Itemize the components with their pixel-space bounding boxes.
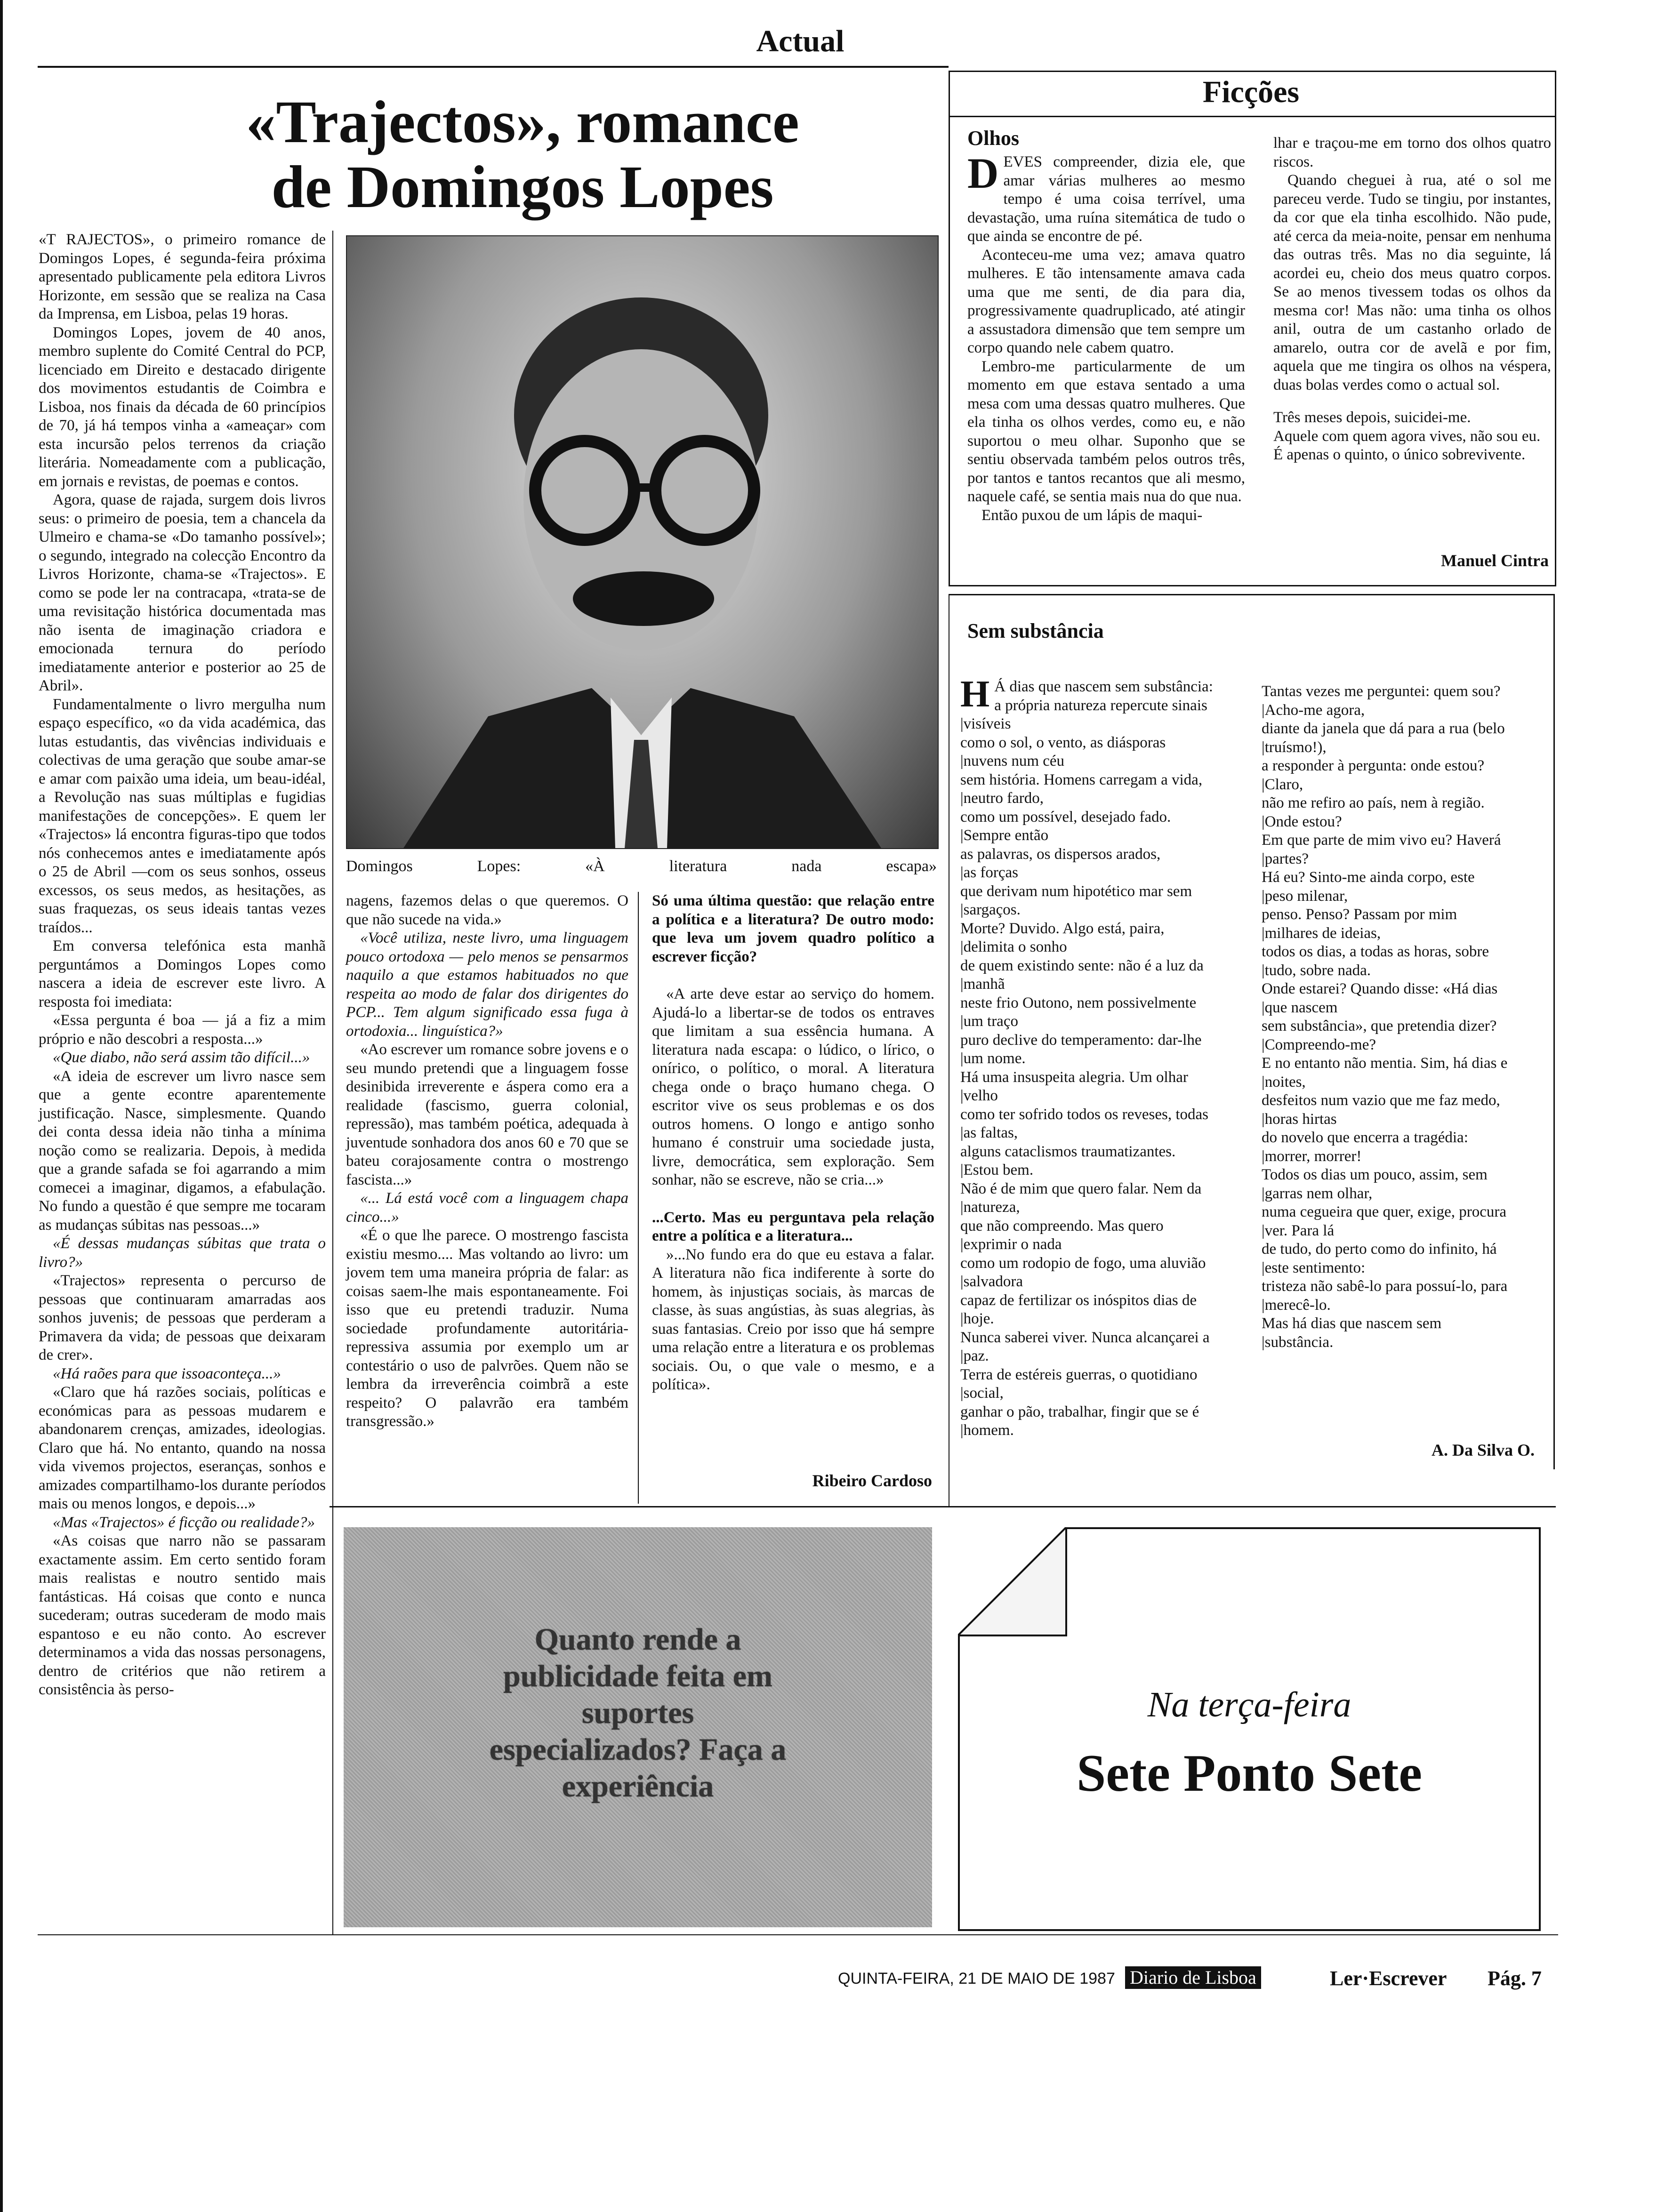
headline-line1: «Trajectos», romance bbox=[246, 88, 799, 155]
article-paragraph: «Claro que há razões sociais, políticas e económicas para as pessoas mudarem e abandonarem crenças, amizades, ideologias. Claro que há. No entanto, quando na nossa vida vivemos projectos, eseranças, sonhos e amizades compartilhamo-los durante períodos mais ou menos longos, e depois...» bbox=[39, 1384, 326, 1512]
column-divider bbox=[332, 231, 333, 1934]
footer-rule bbox=[38, 1934, 1558, 1935]
poem-text: Tantas vezes me perguntei: quem sou? |Acho-me agora, diante da janela que dá para a rua (belo |truísmo!), a responder à pergunta: onde estou? |Claro, não me refiro ao país, nem à região. |Onde estou? Em que parte de mim vivo eu? Haverá |partes? Há eu? Sinto-me ainda corpo, este |peso milenar, penso. Penso? Passam por mim |milhares de ideias, todos os dias, a todas as horas, sobre |tudo, sobre nada. Onde estarei? Quando disse: «Há dias |que nascem sem substância», que pretendia dizer? |Compreendo-me? E no entanto não mentia. Sim, há dias e |noites, desfeitos num vazio que me faz medo, |horas hirtas do novelo que encerra a tragédia: |morrer, morrer! Todos os dias um pouco, assim, sem |garras nem olhar, numa cegueira que quer, exige, procura |ver. Para lá de tudo, do perto como do infinito, há |este sentimento: tristeza não sabê-lo para possuí-lo, para |merecê-lo. Mas há dias que nascem sem |substância. bbox=[1262, 683, 1508, 1351]
footer-page-number: Pág. 7 bbox=[1488, 1967, 1542, 1990]
poem-right-rule bbox=[1553, 594, 1555, 1469]
ad-line-1: Na terça-feira bbox=[1147, 1685, 1351, 1724]
poem-column-1 bbox=[960, 673, 1262, 1440]
masthead-logo: Diario de Lisboa bbox=[1125, 1966, 1261, 1989]
story-paragraph: Aquele com quem agora vives, não sou eu. bbox=[1273, 427, 1541, 445]
author-photo bbox=[346, 235, 939, 849]
advertisement-right bbox=[958, 1527, 1541, 1931]
poem-text: Á dias que nascem sem substância: a própria natureza repercute sinais |visíveis como o sol, o vento, as diásporas |nuvens num céu sem história. Homens carregam a vida, |neutro fardo, como um possível, desejado fado. |Sempre então as palavras, os dispersos arados, |as forças que derivam num hipotético mar sem |sargaços. Morte? Duvido. Algo está, paira, |delimita o sonho de quem existindo sente: não é a luz da |manhã neste frio Outono, nem possivelmente |um traço puro declive do temperamento: dar-lhe |um nome. Há uma insuspeita alegria. Um olhar |velho como ter sofrido todos os reveses, todas |as faltas, alguns cataclismos traumatizantes. |Estou bem. Não é de mim que quero falar. Nem da |natureza, que não compreendo. Mas quero |exprimir o nada como um rodopio de fogo, uma aluvião |salvadora capaz de fertilizar os inóspitos dias de |hoje. Nunca saberei viver. Nunca alcançarei a |paz. Terra de estéreis guerras, o quotidiano |social, ganhar o pão, trabalhar, fingir que se é |homem. bbox=[960, 678, 1213, 1439]
column-divider bbox=[638, 892, 639, 1504]
ad-line-2: Sete Ponto Sete bbox=[1076, 1744, 1422, 1803]
poem-top-rule bbox=[949, 594, 1555, 595]
dropcap: D bbox=[967, 149, 999, 197]
story-paragraph: lhar e traçou-me em torno dos olhos quatro riscos. bbox=[1273, 135, 1551, 170]
article-paragraph: Em conversa telefónica esta manhã perguntámos a Domingos Lopes como nascera a ideia de escrever este livro. A resposta foi imediata: bbox=[39, 938, 326, 1010]
article-paragraph: «As coisas que narro não se passaram exactamente assim. Em certo sentido foram mais realistas e noutro sentido mais fantásticas. Há coisas que conto e nunca sucederam; outras sucederam de modo mais espantoso e eu não conto. Ao escrever determinamos a vida das nossas personagens, dentro de critérios que não retirem a consistência às perso- bbox=[39, 1532, 326, 1698]
ficcoes-column-2 bbox=[1273, 134, 1551, 465]
footer-supplement: Ler·Escrever bbox=[1330, 1967, 1447, 1990]
article-paragraph: nagens, fazemos delas o que queremos. O que não sucede na vida.» bbox=[346, 892, 628, 928]
interview-question: ...Certo. Mas eu perguntava pela relação entre a política e a literatura... bbox=[652, 1209, 934, 1244]
dropcap: H bbox=[960, 673, 990, 715]
interview-question: «Há raões para que issoaconteça...» bbox=[53, 1365, 281, 1382]
article-paragraph: «Essa pergunta é boa — já a fiz a mim próprio e não descobri a resposta...» bbox=[39, 1012, 326, 1048]
article-lead: «T RAJECTOS», o primeiro romance de Domingos Lopes, é segunda-feira próxima apresentado publicamente pela editora Livros Horizonte, em sessão que se realiza na Casa da Imprensa, em Lisboa, pelas 19 horas. bbox=[39, 231, 326, 322]
article-paragraph: «Ao escrever um romance sobre jovens e o seu mundo pretendi que a linguagem fosse desinibida irreverente e áspera como era a realidade (fascismo, guerra colonial, repressão), mas também poética, adequada à juventude sonhadora dos anos 60 e 70 que se bateu corajosamente contra o mostrengo fascista...» bbox=[346, 1041, 628, 1188]
story-paragraph: Quando cheguei à rua, até o sol me pareceu verde. Tudo se tingiu, por instantes, da cor que ela tinha escolhido. Não pude, até cerca da meia-noite, pensar em nenhuma das outras três. Mas no dia seguinte, lá acordei eu, cheio dos meus quatro corpos. Se ao menos tivessem todas os olhos da mesma cor! Mas não: uma tinha os olhos anil, outra de um castanho orlado de amarelo, outra cor de avelã e por fim, aquela que me tingira os olhos na véspera, duas bolas verdes como o actual sol. bbox=[1273, 172, 1551, 393]
article-paragraph: »...No fundo era do que eu estava a falar. A literatura não fica indiferente à sorte do homem, às injustiças sociais, às marcas de classe, às suas angústias, às suas alegrias, às suas fantasias. Creio por isso que há sempre uma relação entre a literatura e os problemas sociais. Ou, o que vale o mesmo, e a política». bbox=[652, 1246, 934, 1393]
story-paragraph: Lembro-me particularmente de um momento em que estava sentado a uma mesa com uma dessas quatro mulheres. Que ela tinha os olhos verdes, como eu, e não suportou o meu olhar. Suponho que se sentiu observada também pelos outros três, por tantos e tantos recantos que ali mesmo, naquele café, se sentia mais nua do que nua. bbox=[967, 358, 1245, 505]
interview-question: «É dessas mudanças súbitas que trata o livro?» bbox=[39, 1235, 326, 1271]
interview-question: «Mas «Trajectos» é ficção ou realidade?» bbox=[53, 1514, 315, 1531]
article-signature: Ribeiro Cardoso bbox=[812, 1471, 932, 1490]
portrait-illustration bbox=[347, 236, 938, 848]
story-paragraph: EVES compreender, dizia ele, que amar várias mulheres ao mesmo tempo é uma coisa terrível, uma devastação, uma ruína sitemática de tudo o que ainda se encontre de pé. bbox=[967, 153, 1245, 245]
article-column-3 bbox=[652, 892, 934, 1395]
interview-question: Só uma última questão: que relação entre a política e a literatura? De outro modo: que leva um jovem quadro político a escrever ficção? bbox=[652, 892, 934, 965]
advertisement-left bbox=[344, 1527, 932, 1927]
article-paragraph: «A ideia de escrever um livro nasce sem que a gente econtre aparentemente justificação. Nasce, simplesmente. Quando dei conta dessa ideia não tinha a mínima noção como se realizaria. Depois, à medida que a grande safada se foi agarrando a mim comecei a imaginar, digamos, a efabulação. No fundo a questão é que sempre me tocaram as mudanças súbitas nas pessoas...» bbox=[39, 1067, 326, 1234]
ficcoes-story-title: Olhos bbox=[967, 127, 1020, 150]
interview-question: «Que diabo, não será assim tão difícil...» bbox=[53, 1049, 310, 1066]
photo-caption: Domingos Lopes: «À literatura nada escapa» bbox=[346, 858, 937, 875]
ficcoes-signature: Manuel Cintra bbox=[1441, 551, 1549, 570]
ficcoes-title-rule bbox=[949, 116, 1555, 117]
poem-title: Sem substância bbox=[967, 619, 1104, 642]
folded-corner-icon bbox=[958, 1527, 1076, 1645]
story-paragraph: Três meses depois, suicidei-me. bbox=[1273, 409, 1471, 426]
poem-column-2 bbox=[1262, 682, 1549, 1352]
ad-text: Quanto rende a publicidade feita em suportes especializados? Faça a experiência bbox=[489, 1622, 787, 1803]
article-paragraph: Agora, quase de rajada, surgem dois livros seus: o primeiro de poesia, tem a chancela da Ulmeiro e chama-se «Do tamanho possível»; o segundo, integrado na colecção Encontro da Livros Horizonte, chama-se «Trajectos». E como se pode ler na contracapa, «trata-se de uma revisitação histórica documentada mas não isenta de imaginação criadora e emocionada ternura do período imediatamente anterior e posterior ao 25 de Abril». bbox=[39, 491, 326, 694]
article-column-2 bbox=[346, 892, 628, 1431]
footer-date: QUINTA-FEIRA, 21 DE MAIO DE 1987 bbox=[838, 1970, 1115, 1988]
article-paragraph: Domingos Lopes, jovem de 40 anos, membro suplente do Comité Central do PCP, licenciado em Direito e destacado dirigente dos movimentos estudantis de Coimbra e Lisboa, nos finais da década de 60 princípios de 70, já há tempos vinha a «ameaçar» com esta incursão pelos terrenos da criação literária. Nomeadamente com a publicação, em jornais e revistas, de poemas e contos. bbox=[39, 324, 326, 490]
ficcoes-column-1 bbox=[967, 149, 1245, 525]
top-rule bbox=[38, 66, 949, 68]
story-paragraph: É apenas o quinto, o único sobrevivente. bbox=[1273, 446, 1526, 463]
story-paragraph: Então puxou de um lápis de maqui- bbox=[981, 506, 1203, 524]
interview-question: «... Lá está você com a linguagem chapa cinco...» bbox=[346, 1190, 628, 1226]
headline bbox=[169, 89, 876, 219]
interview-question: «Você utiliza, neste livro, uma linguagem pouco ortodoxa — pelo menos se pensarmos naquilo a que estamos habituados no que respeita ao modo de falar dos dirigentes do PCP... Tem algum significado essa fuga à ortodoxia... linguística?» bbox=[346, 930, 628, 1040]
article-column-1 bbox=[39, 231, 326, 1699]
article-paragraph: «A arte deve estar ao serviço do homem. Ajudá-lo a libertar-se de todos os entraves que limitam a sua essência humana. A literatura nada escapa: o lúdico, o lírico, o onírico, o político, o moral. A literatura chega onde o braço humano chega. O escritor vive os seus problemas e os dos outros homens. O longo e antigo sonho humano é construir uma sociedade justa, livre, democrática, sem exploração. Sem sonhar, não se escreve, não se cria...» bbox=[652, 986, 934, 1188]
ficcoes-title: Ficções bbox=[1202, 75, 1300, 109]
scan-edge bbox=[0, 0, 3, 2212]
poem-signature: A. Da Silva O. bbox=[1431, 1441, 1535, 1459]
headline-line2: de Domingos Lopes bbox=[271, 153, 774, 220]
ads-top-rule bbox=[330, 1506, 1556, 1507]
article-paragraph: Fundamentalmente o livro mergulha num espaço específico, «o da vida académica, das lutas estudantis, das vivências individuais e colectivas de uma geração que soube amar-se e amar com paixão uma ideia, um beau-idéal, a Revolução nas suas múltiplas e fugidias manifestações de concepções». E quem ler «Trajectos» lá encontra figuras-tipo que todos nós conhecemos antes e imediatamente após o 25 de Abril —com os seus sonhos, osseus excessos, os seus medos, as hesitações, as suas fraquezas, os seus ideais tantas vezes traídos... bbox=[39, 696, 326, 936]
article-paragraph: «Trajectos» representa o percurso de pessoas que continuaram amarradas aos sonhos juvenis; de pessoas que perderam a Primavera da vida; de pessoas que deixaram de crer». bbox=[39, 1272, 326, 1363]
story-paragraph: Aconteceu-me uma vez; amava quatro mulheres. E tão intensamente amava cada uma que me senti, de dia para dia, progressivamente quadruplicado, até atingir a assustadora dimensão que tem sempre um corpo quando nele cabem quatro. bbox=[967, 246, 1245, 356]
article-paragraph: «É o que lhe parece. O mostrengo fascista existiu mesmo.... Mas voltando ao livro: um jovem tem uma maneira própria de falar: as coisas saem-lhe mais espontaneamente. Foi isso que eu pretendi traduzir. Numa sociedade profundamente autoritária-repressiva assumia por exemplo um ar contestário o uso de palvrões. Quem não se lembra da irreverência coimbrã a este respeito? O palavrão era também transgressão.» bbox=[346, 1227, 628, 1430]
section-title: Actual bbox=[756, 24, 845, 58]
